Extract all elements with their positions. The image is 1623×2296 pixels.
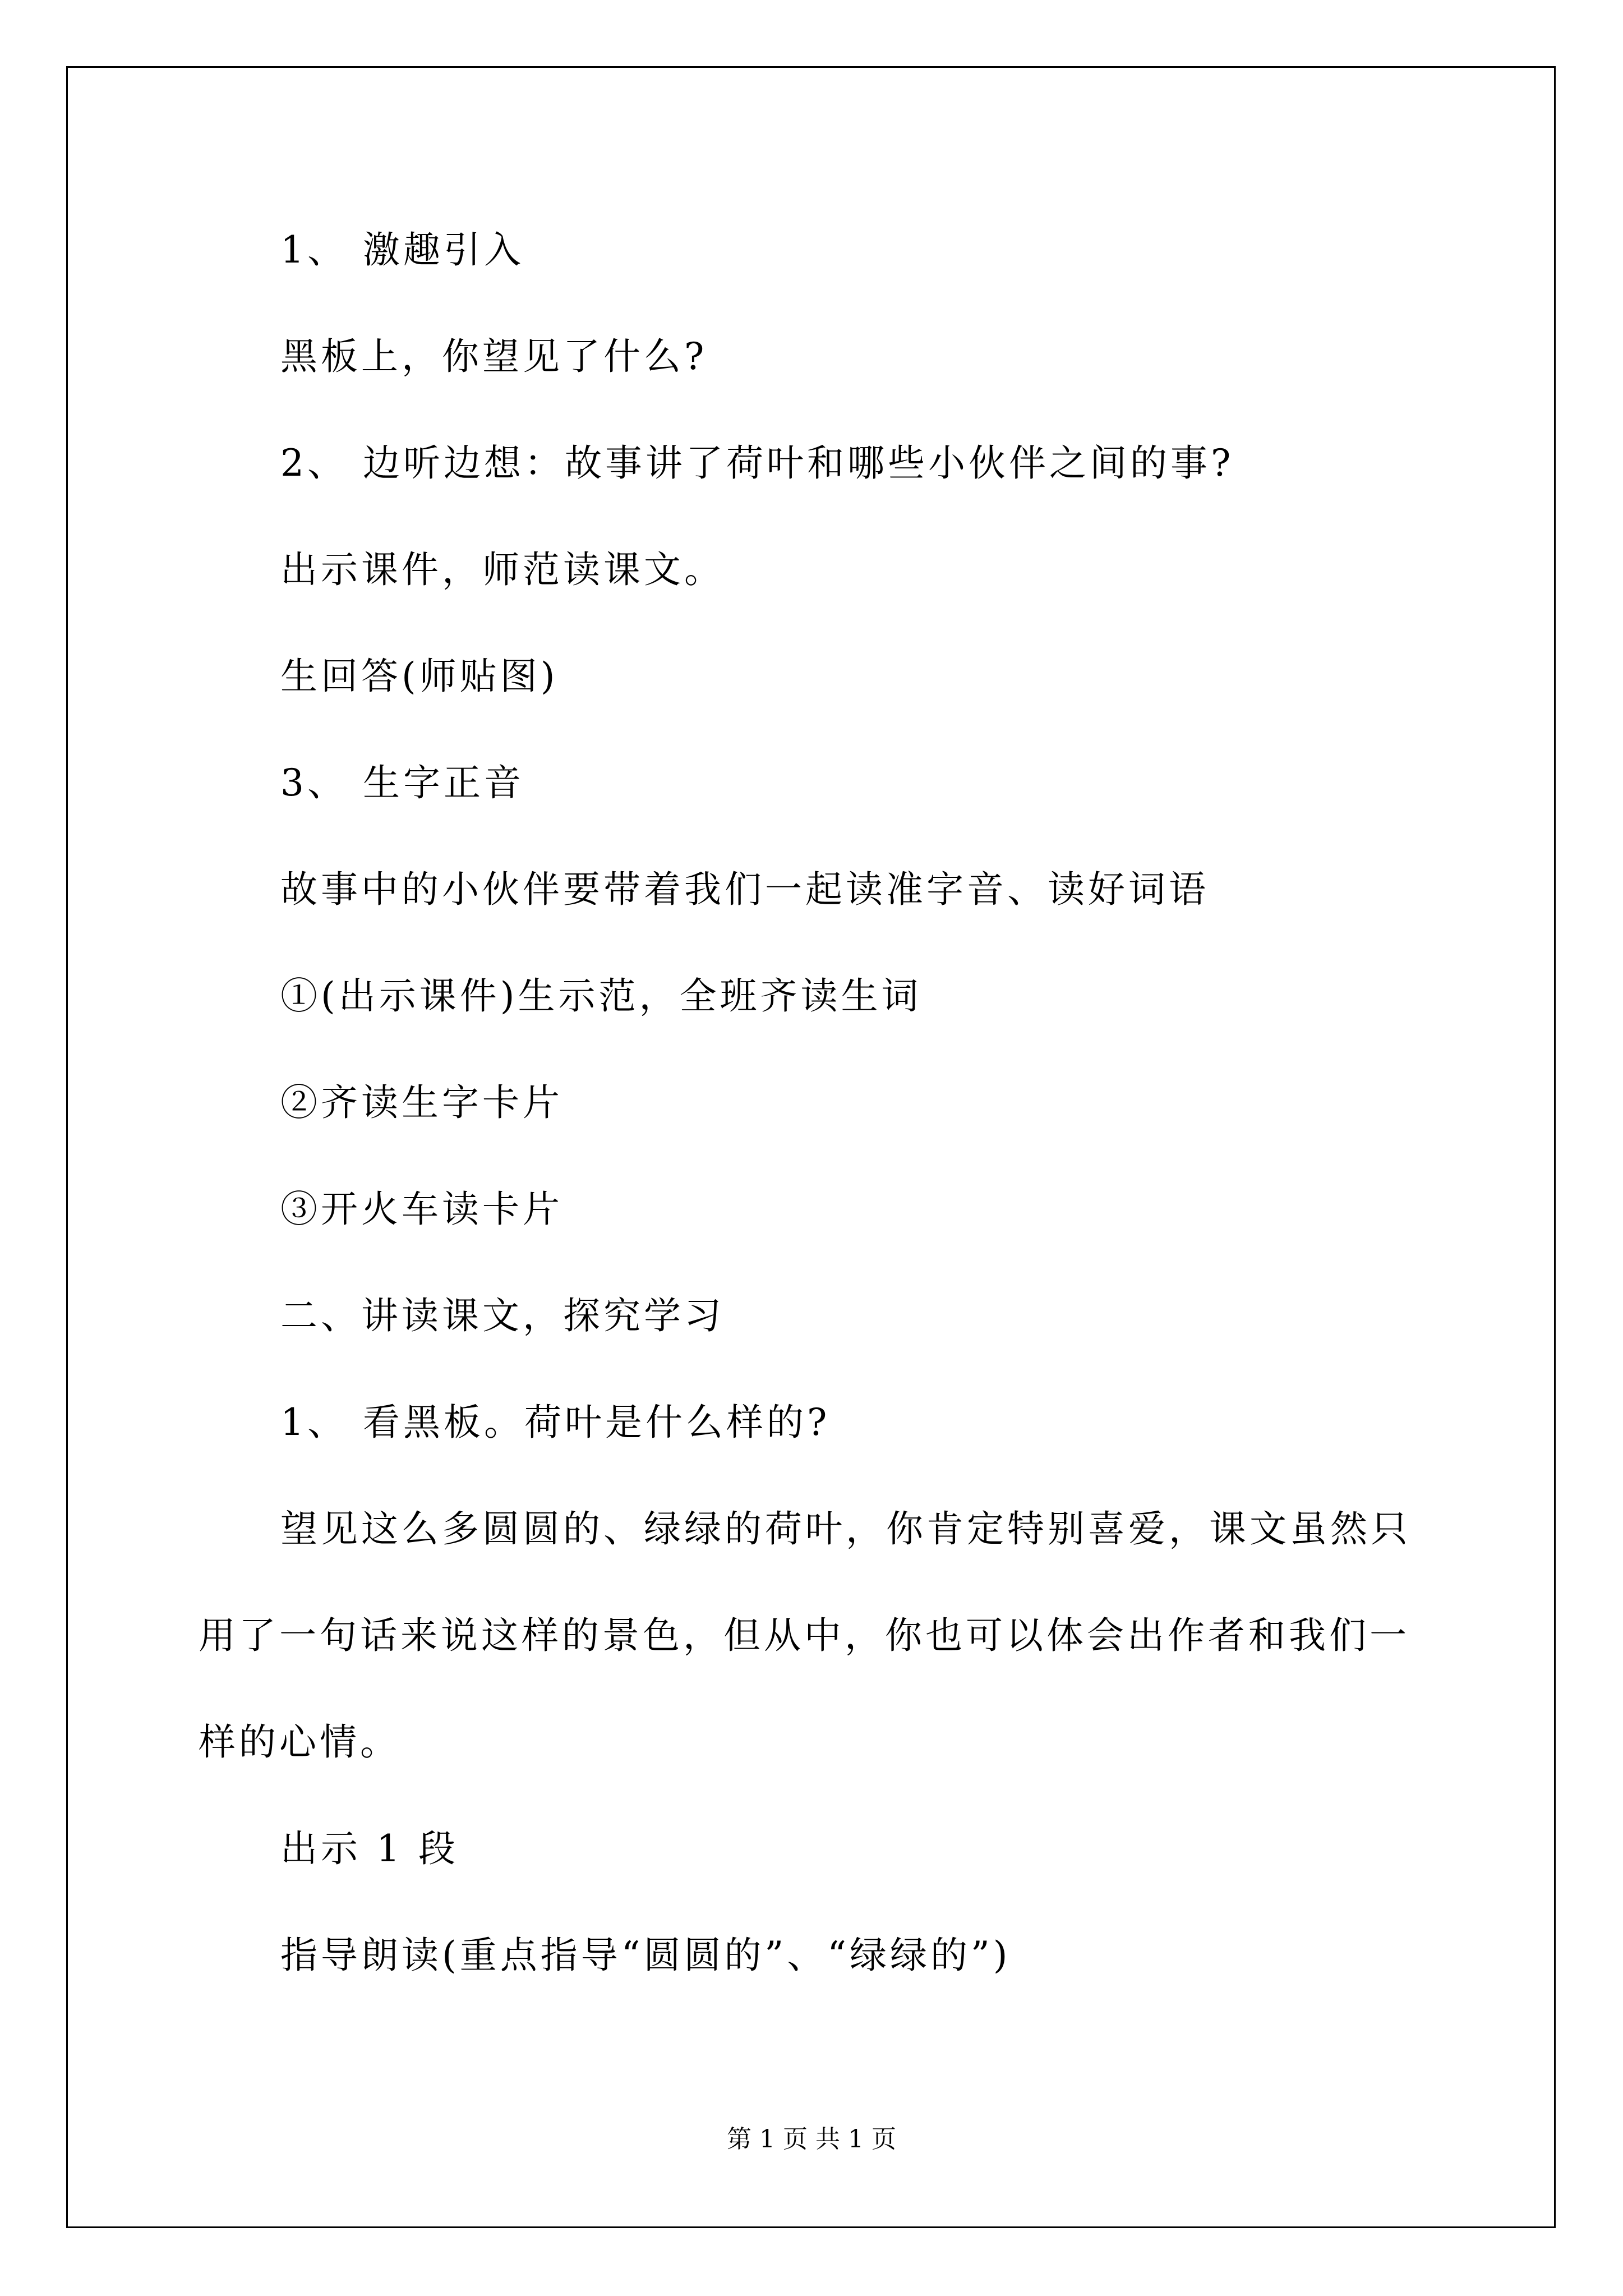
text-paragraph: 指导朗读(重点指导“圆圆的”、“绿绿的”)	[280, 1934, 1011, 1977]
page-number-footer: 第 1 页 共 1 页	[727, 2125, 896, 2154]
text-paragraph: 黑板上，你望见了什么?	[280, 335, 708, 378]
step-item-3: ③开火车读卡片	[280, 1188, 563, 1231]
paragraph-line-3: 样的心情。	[199, 1720, 400, 1764]
text-paragraph: 故事中的小伙伴要带着我们一起读准字音、读好词语	[280, 868, 1209, 911]
text-paragraph: 出示课件，师范读课文。	[280, 548, 725, 591]
paragraph-line-2: 用了一句话来说这样的景色，但从中，你也可以体会出作者和我们一	[199, 1614, 1410, 1657]
step-item-2: ②齐读生字卡片	[280, 1081, 563, 1124]
list-item-2-title: 2、 边听边想：故事讲了荷叶和哪些小伙伴之间的事?	[280, 441, 1234, 485]
text-paragraph: 生回答(师贴图)	[280, 655, 559, 698]
section-heading: 二、讲读课文，探究学习	[280, 1294, 725, 1337]
text-paragraph: 出示 1 段	[280, 1827, 459, 1870]
list-item-3-title: 3、 生字正音	[280, 761, 524, 804]
paragraph-line-1: 望见这么多圆圆的、绿绿的荷叶，你肯定特别喜爱，课文虽然只	[280, 1507, 1411, 1550]
list-item-1-title: 1、 激趣引入	[280, 228, 524, 272]
list-item-1-title: 1、 看黑板。荷叶是什么样的?	[280, 1401, 831, 1444]
page-border	[66, 66, 1556, 2228]
step-item-1: ①(出示课件)生示范，全班齐读生词	[280, 974, 922, 1018]
